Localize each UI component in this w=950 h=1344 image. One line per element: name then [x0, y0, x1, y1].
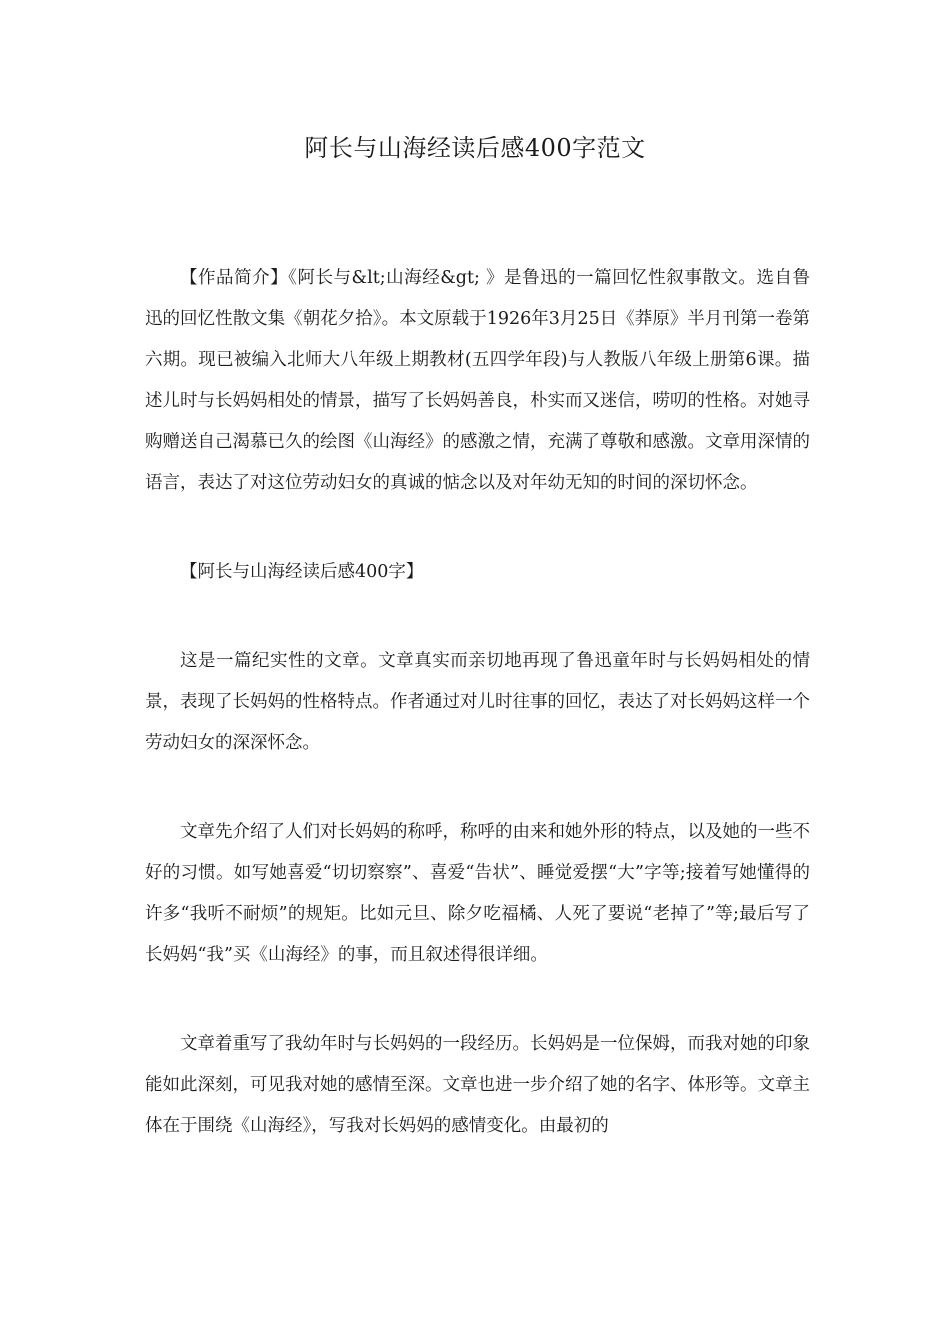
- document-title: 阿长与山海经读后感400字范文: [304, 134, 646, 162]
- document-body: [145, 258, 810, 1195]
- section-heading: 【阿长与山海经读后感400字】: [180, 562, 424, 582]
- paragraph-2: 文章先介绍了人们对长妈妈的称呼，称呼的由来和她外形的特点，以及她的一些不好的习惯。如写她喜爱“切切察察”、喜爱“告状”、睡觉爱摆“大”字等;接着写她懂得的许多“我听不耐烦”的规矩。比如元旦、除夕吃福橘、人死了要说“老掉了”等;最后写了长妈妈“我”买《山海经》的事，而且叙述得很详细。: [145, 822, 810, 965]
- paragraph-3: 文章着重写了我幼年时与长妈妈的一段经历。长妈妈是一位保姆，而我对她的印象能如此深刻，可见我对她的感情至深。文章也进一步介绍了她的名字、体形等。文章主体在于围绕《山海经》，写我对长妈妈的感情变化。由最初的: [145, 1034, 810, 1136]
- paragraph-intro: 【作品简介】《阿长与&lt;山海经&gt; 》是鲁迅的一篇回忆性叙事散文。选自鲁迅的回忆性散文集《朝花夕拾》。本文原载于1926年3月25日《莽原》半月刊第一卷第六期。现已被编入北师大八年级上期教材(五四学年段)与人教版八年级上册第6课。描述儿时与长妈妈相处的情景，描写了长妈妈善良，朴实而又迷信，唠叨的性格。对她寻购赠送自己渴慕已久的绘图《山海经》的感激之情，充满了尊敬和感激。文章用深情的语言，表达了对这位劳动妇女的真诚的惦念以及对年幼无知的时间的深切怀念。: [145, 268, 810, 493]
- paragraph-1: 这是一篇纪实性的文章。文章真实而亲切地再现了鲁迅童年时与长妈妈相处的情景，表现了长妈妈的性格特点。作者通过对儿时往事的回忆，表达了对长妈妈这样一个劳动妇女的深深怀念。: [145, 651, 810, 753]
